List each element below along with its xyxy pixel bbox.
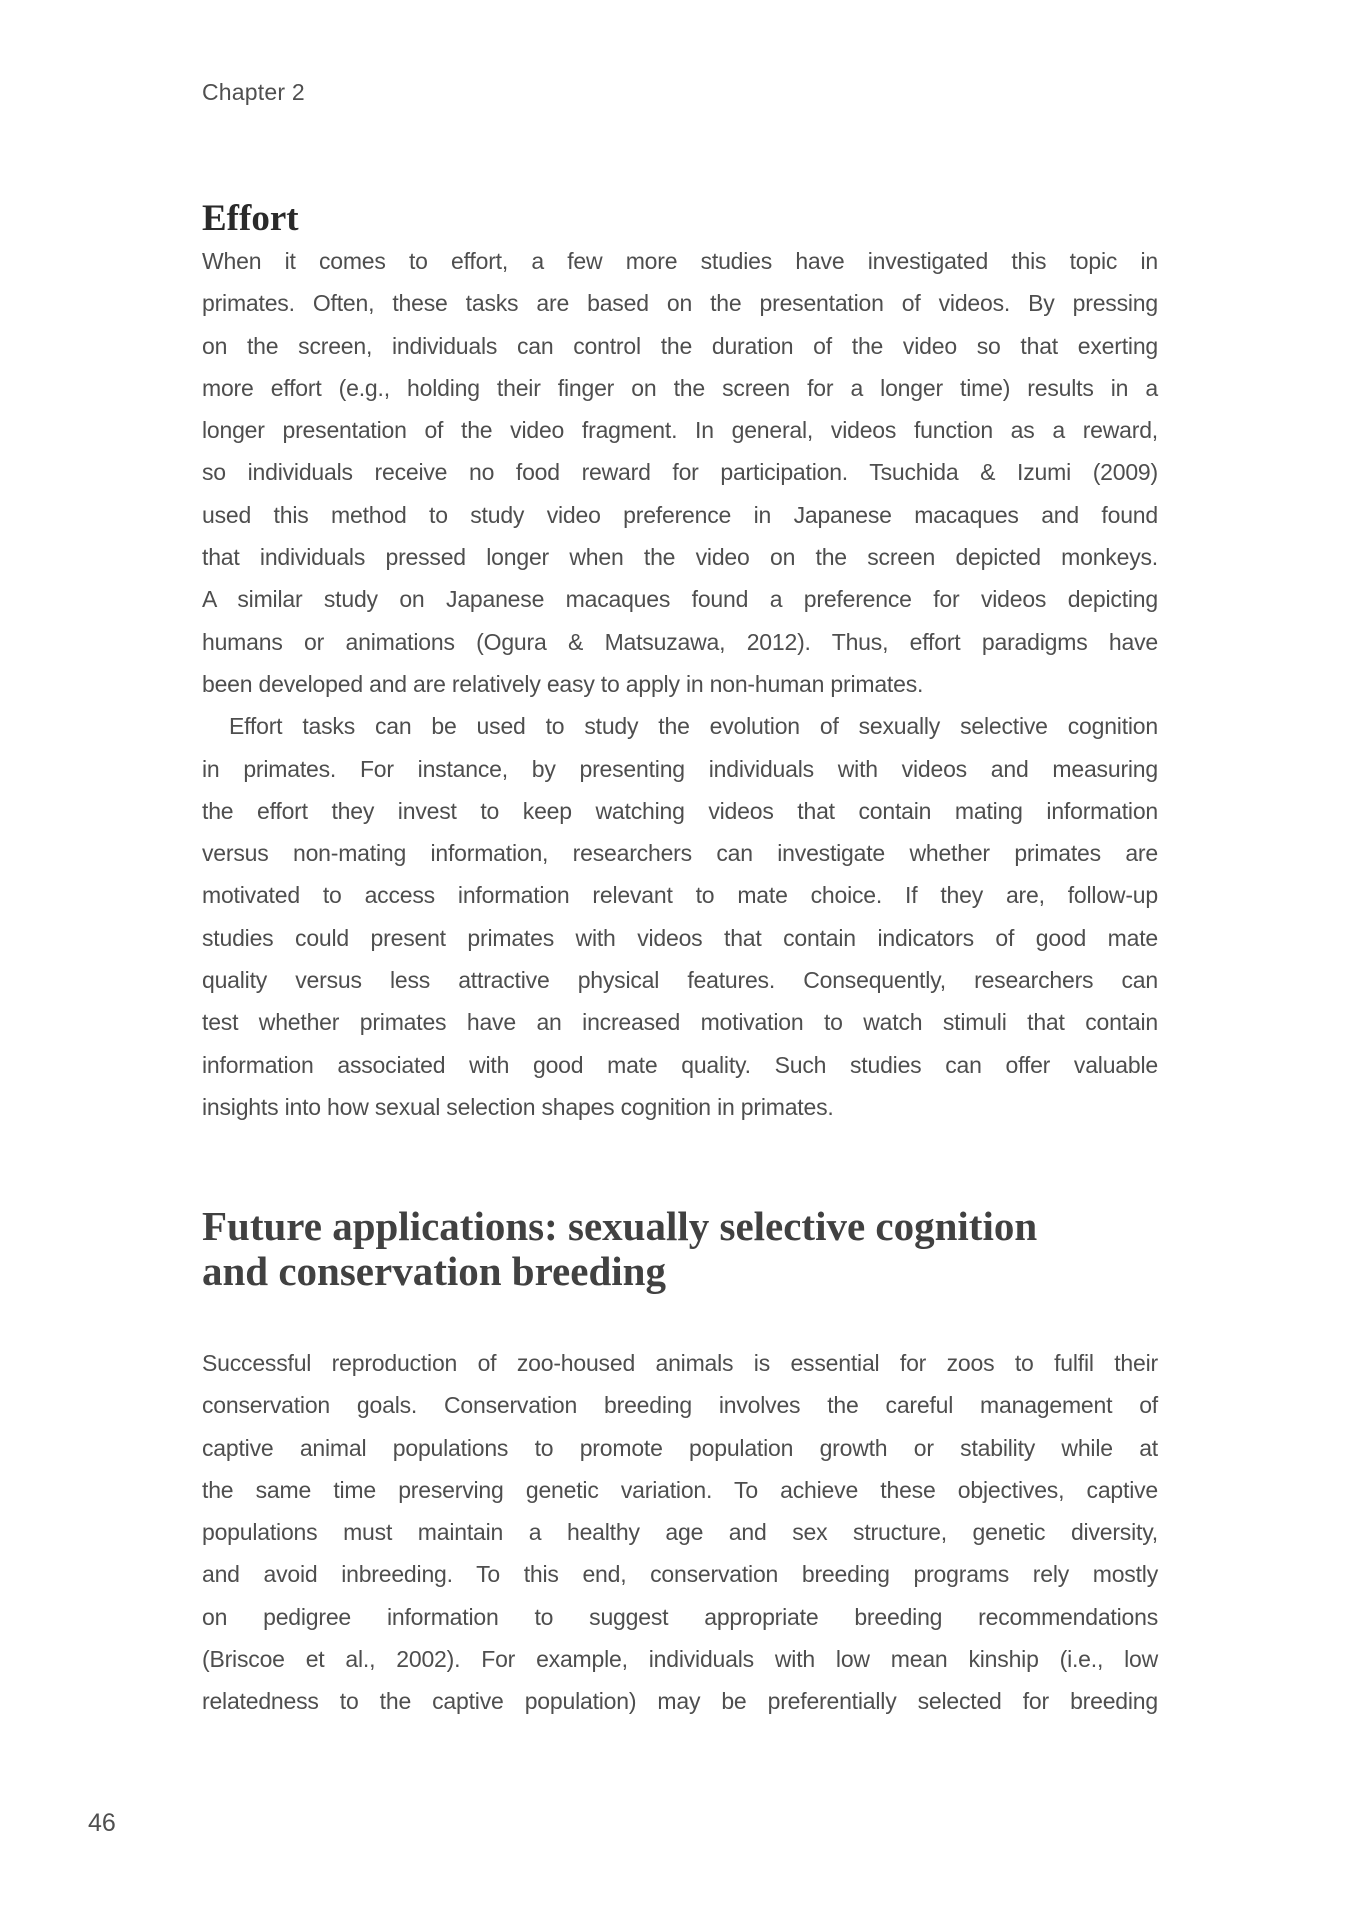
text-line: so individuals receive no food reward for participation. Tsuchida & Izumi (2009) [202, 459, 1158, 486]
paragraph-effort-1 [202, 240, 1158, 705]
text-line: longer presentation of the video fragment. In general, videos function as a reward, [202, 417, 1158, 444]
effort-section-heading: Effort [202, 198, 299, 239]
text-line: test whether primates have an increased motivation to watch stimuli that contain [202, 1009, 1158, 1036]
future-applications-section-heading [202, 1204, 1037, 1294]
text-line: the effort they invest to keep watching videos that contain mating information [202, 797, 1158, 824]
text-line: been developed and are relatively easy to apply in non-human primates. [202, 670, 924, 697]
text-line: used this method to study video preference in Japanese macaques and found [202, 501, 1158, 528]
text-line: information associated with good mate quality. Such studies can offer valuable [202, 1051, 1158, 1078]
text-line: more effort (e.g., holding their finger on the screen for a longer time) results in a [202, 374, 1158, 401]
text-line: primates. Often, these tasks are based on the presentation of videos. By pressing [202, 290, 1158, 317]
text-line: (Briscoe et al., 2002). For example, individuals with low mean kinship (i.e., low [202, 1646, 1158, 1673]
text-line: captive animal populations to promote population growth or stability while at [202, 1434, 1158, 1461]
running-header: Chapter 2 [202, 79, 305, 105]
text-line: versus non-mating information, researchers can investigate whether primates are [202, 840, 1158, 867]
text-line: that individuals pressed longer when the video on the screen depicted monkeys. [202, 544, 1158, 571]
paragraph-conservation-breeding [202, 1342, 1158, 1723]
section-heading-line-2: and conservation breeding [202, 1248, 666, 1294]
text-line: and avoid inbreeding. To this end, conservation breeding programs rely mostly [202, 1561, 1158, 1588]
paragraph-effort-2 [202, 705, 1158, 1128]
text-line: humans or animations (Ogura & Matsuzawa, 2012). Thus, effort paradigms have [202, 628, 1158, 655]
page-number: 46 [88, 1809, 116, 1837]
text-line: relatedness to the captive population) may be preferentially selected for breeding [202, 1688, 1158, 1715]
text-line: populations must maintain a healthy age and sex structure, genetic diversity, [202, 1519, 1158, 1546]
text-line: on pedigree information to suggest appropriate breeding recommendations [202, 1603, 1158, 1630]
effort-section-body [202, 240, 1158, 1128]
text-line: Successful reproduction of zoo-housed animals is essential for zoos to fulfil their [202, 1350, 1158, 1376]
text-line: insights into how sexual selection shapes cognition in primates. [202, 1093, 834, 1120]
text-line: quality versus less attractive physical features. Consequently, researchers can [202, 967, 1158, 994]
text-line: motivated to access information relevant to mate choice. If they are, follow-up [202, 882, 1158, 909]
future-applications-section-body [202, 1342, 1158, 1723]
text-line: A similar study on Japanese macaques found a preference for videos depicting [202, 586, 1158, 613]
text-line: When it comes to effort, a few more studies have investigated this topic in [202, 248, 1158, 274]
text-line: in primates. For instance, by presenting individuals with videos and measuring [202, 755, 1158, 782]
text-line: on the screen, individuals can control the duration of the video so that exerting [202, 332, 1158, 359]
text-line: Effort tasks can be used to study the evolution of sexually selective cognition [229, 713, 1158, 740]
text-line: studies could present primates with videos that contain indicators of good mate [202, 924, 1158, 951]
text-line: the same time preserving genetic variation. To achieve these objectives, captive [202, 1476, 1158, 1503]
text-line: conservation goals. Conservation breeding involves the careful management of [202, 1392, 1158, 1419]
section-heading-line-1: Future applications: sexually selective cognition [202, 1203, 1038, 1249]
